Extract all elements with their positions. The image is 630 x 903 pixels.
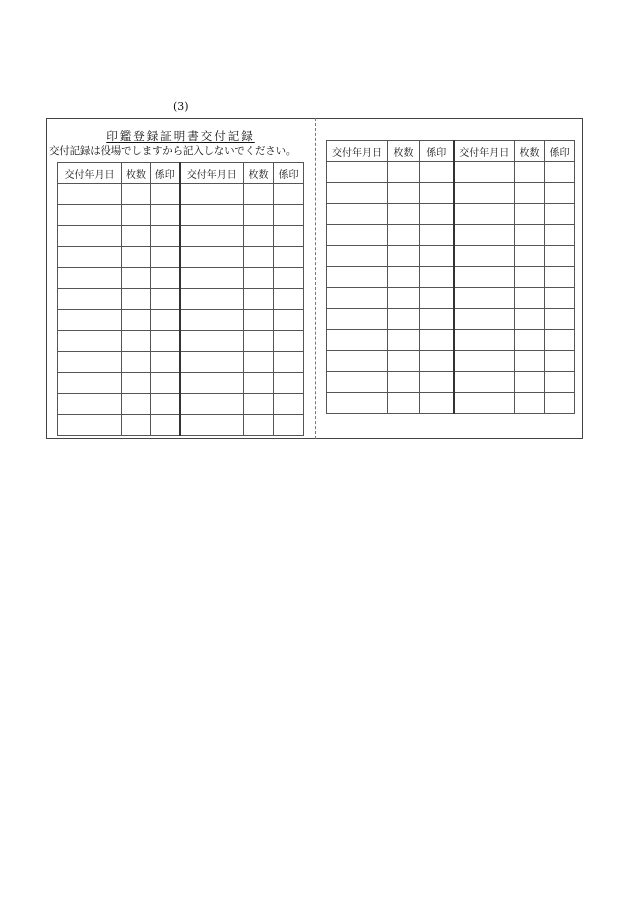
staff-seal-cell [545,372,575,393]
count-cell [515,330,545,351]
staff-seal-cell [545,225,575,246]
issue-date-cell [58,331,122,352]
record-row [327,351,575,372]
record-row [58,289,304,310]
staff-seal-cell [274,205,304,226]
count-cell [244,226,274,247]
record-row [327,393,575,414]
issue-date-cell [58,289,122,310]
count-cell [388,267,420,288]
count-cell [515,183,545,204]
staff-seal-cell [420,204,454,225]
record-row [327,246,575,267]
count-cell [244,373,274,394]
staff-seal-cell [420,246,454,267]
count-cell [122,331,151,352]
staff-seal-cell [274,289,304,310]
count-cell [515,267,545,288]
count-cell [244,394,274,415]
record-row [327,330,575,351]
count-cell [388,246,420,267]
count-cell [122,373,151,394]
issue-date-cell [327,393,388,414]
count-cell [122,352,151,373]
staff-seal-cell [420,372,454,393]
staff-seal-cell [151,184,180,205]
record-row [58,352,304,373]
issue-date-cell [58,394,122,415]
staff-seal-cell [274,247,304,268]
issue-date-cell [327,225,388,246]
issue-date-cell [454,267,515,288]
staff-seal-cell [545,162,575,183]
staff-seal-cell [545,246,575,267]
issue-date-cell [58,205,122,226]
count-cell [244,247,274,268]
count-cell [515,393,545,414]
header-count: 枚数 [388,141,420,162]
count-cell [244,205,274,226]
issue-date-cell [180,289,244,310]
issue-date-cell [327,351,388,372]
header-staff-seal: 係印 [420,141,454,162]
issue-date-cell [58,226,122,247]
count-cell [388,288,420,309]
staff-seal-cell [151,415,180,436]
issue-date-cell [180,331,244,352]
issue-date-cell [327,183,388,204]
staff-seal-cell [420,330,454,351]
record-row [58,184,304,205]
count-cell [388,309,420,330]
header-count: 枚数 [122,163,151,184]
header-row [327,141,575,162]
staff-seal-cell [545,330,575,351]
record-row [327,288,575,309]
count-cell [122,394,151,415]
staff-seal-cell [151,373,180,394]
record-row [58,373,304,394]
issue-date-cell [327,267,388,288]
issue-date-cell [180,205,244,226]
count-cell [515,351,545,372]
count-cell [515,225,545,246]
record-row [58,247,304,268]
staff-seal-cell [151,247,180,268]
count-cell [122,310,151,331]
staff-seal-cell [151,310,180,331]
staff-seal-cell [274,268,304,289]
record-table-left [57,162,304,436]
record-row [327,267,575,288]
issue-date-cell [327,330,388,351]
count-cell [122,226,151,247]
notice-text: 交付記録は役場でしますから記入しないでください。 [49,145,297,157]
issue-date-cell [180,226,244,247]
staff-seal-cell [420,288,454,309]
header-staff-seal: 係印 [274,163,304,184]
fold-line [315,118,316,439]
count-cell [122,415,151,436]
issue-date-cell [58,247,122,268]
header-count: 枚数 [515,141,545,162]
staff-seal-cell [274,394,304,415]
header-issue-date: 交付年月日 [454,141,515,162]
issue-date-cell [58,184,122,205]
staff-seal-cell [274,352,304,373]
record-row [327,309,575,330]
record-row [58,394,304,415]
issue-date-cell [180,310,244,331]
header-issue-date: 交付年月日 [327,141,388,162]
staff-seal-cell [151,289,180,310]
count-cell [122,268,151,289]
count-cell [244,310,274,331]
record-row [58,310,304,331]
staff-seal-cell [420,309,454,330]
count-cell [515,162,545,183]
count-cell [122,289,151,310]
staff-seal-cell [545,309,575,330]
record-table-right [326,140,575,414]
header-staff-seal: 係印 [545,141,575,162]
count-cell [388,183,420,204]
count-cell [515,246,545,267]
count-cell [244,184,274,205]
header-count: 枚数 [244,163,274,184]
staff-seal-cell [151,205,180,226]
issue-date-cell [327,162,388,183]
count-cell [388,204,420,225]
record-row [58,331,304,352]
issue-date-cell [180,415,244,436]
staff-seal-cell [420,183,454,204]
staff-seal-cell [274,184,304,205]
record-row [58,226,304,247]
issue-date-cell [327,246,388,267]
issue-date-cell [58,352,122,373]
record-rows-left [58,184,304,436]
staff-seal-cell [151,268,180,289]
staff-seal-cell [420,393,454,414]
count-cell [388,393,420,414]
issue-date-cell [454,162,515,183]
issue-date-cell [180,394,244,415]
issue-date-cell [454,393,515,414]
record-rows-right [327,162,575,414]
count-cell [515,309,545,330]
staff-seal-cell [151,394,180,415]
header-issue-date: 交付年月日 [58,163,122,184]
issue-date-cell [180,184,244,205]
record-row [327,162,575,183]
staff-seal-cell [545,204,575,225]
staff-seal-cell [420,267,454,288]
issue-date-cell [327,309,388,330]
staff-seal-cell [274,373,304,394]
count-cell [388,372,420,393]
issue-date-cell [454,372,515,393]
issue-date-cell [180,373,244,394]
count-cell [244,331,274,352]
issue-date-cell [327,204,388,225]
count-cell [122,247,151,268]
count-cell [122,205,151,226]
issue-date-cell [454,288,515,309]
staff-seal-cell [545,351,575,372]
staff-seal-cell [545,183,575,204]
count-cell [244,352,274,373]
page-number: (3) [173,100,189,113]
staff-seal-cell [151,331,180,352]
issue-date-cell [327,372,388,393]
staff-seal-cell [545,393,575,414]
header-row [58,163,304,184]
issue-date-cell [454,225,515,246]
issue-date-cell [454,330,515,351]
staff-seal-cell [545,267,575,288]
record-row [58,205,304,226]
staff-seal-cell [420,351,454,372]
count-cell [388,225,420,246]
issue-date-cell [180,247,244,268]
header-issue-date: 交付年月日 [180,163,244,184]
issue-date-cell [454,351,515,372]
issue-date-cell [180,352,244,373]
count-cell [515,288,545,309]
count-cell [244,415,274,436]
issue-date-cell [180,268,244,289]
issue-date-cell [454,309,515,330]
count-cell [515,204,545,225]
count-cell [244,268,274,289]
count-cell [388,162,420,183]
issue-date-cell [58,415,122,436]
staff-seal-cell [274,415,304,436]
record-row [58,415,304,436]
staff-seal-cell [274,331,304,352]
issue-date-cell [58,268,122,289]
count-cell [515,372,545,393]
count-cell [244,289,274,310]
staff-seal-cell [151,226,180,247]
form-title [46,128,315,144]
count-cell [388,351,420,372]
issue-date-cell [58,373,122,394]
issue-date-cell [327,288,388,309]
staff-seal-cell [420,225,454,246]
header-staff-seal: 係印 [151,163,180,184]
staff-seal-cell [151,352,180,373]
issue-date-cell [58,310,122,331]
count-cell [122,184,151,205]
staff-seal-cell [274,226,304,247]
record-row [327,225,575,246]
form-title-text: 印鑑登録証明書交付記録 [106,129,255,143]
issue-date-cell [454,183,515,204]
issue-date-cell [454,204,515,225]
record-row [327,204,575,225]
staff-seal-cell [420,162,454,183]
staff-seal-cell [545,288,575,309]
staff-seal-cell [274,310,304,331]
record-row [327,372,575,393]
record-row [327,183,575,204]
count-cell [388,330,420,351]
record-row [58,268,304,289]
issue-date-cell [454,246,515,267]
